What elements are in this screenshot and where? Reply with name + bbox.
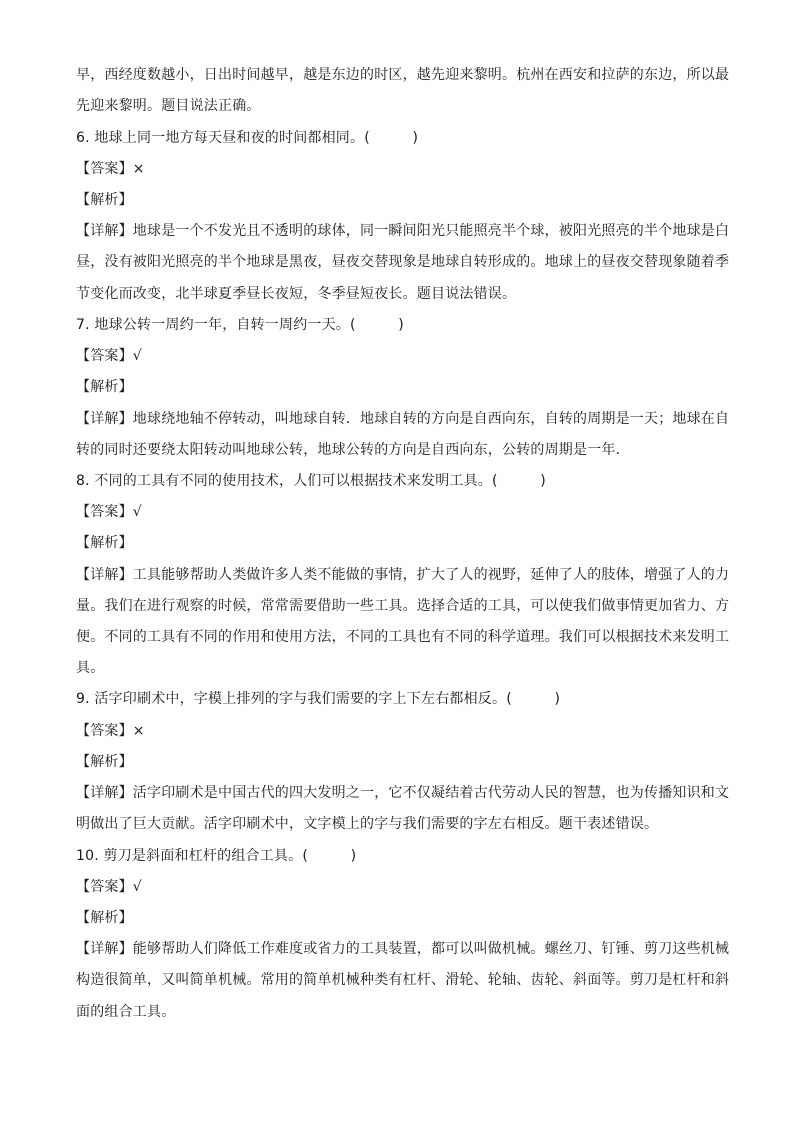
explanation-line: 【详解】能够帮助人们降低工作难度或省力的工具装置，都可以叫做机械。螺丝刀、钉锤、剪刀这些机械 <box>76 941 730 957</box>
text-line: 先迎来黎明。题目说法正确。 <box>76 98 261 114</box>
answer-line: 【答案】√ <box>76 504 142 520</box>
explanation-line: 量。我们在进行观察的时候，常常需要借助一些工具。选择合适的工具，可以使我们做事情更加省力、方 <box>76 598 730 614</box>
analysis-heading: 【解析】 <box>76 192 133 208</box>
explanation-line: 明做出了巨大贡献。活字印刷术中，文字模上的字与我们需要的字左右相反。题干表述错误。 <box>76 816 659 832</box>
explanation-line: 【详解】工具能够帮助人类做许多人类不能做的事情，扩大了人的视野，延伸了人的肢体，增强了人的力 <box>76 567 730 583</box>
explanation-line: 构造很简单，又叫简单机械。常用的简单机械种类有杠杆、滑轮、轮轴、齿轮、斜面等。剪刀是杠杆和斜 <box>76 972 730 988</box>
question-9: 9. 活字印刷术中，字模上排列的字与我们需要的字上下左右都相反。( ) <box>76 691 561 707</box>
text-line: 早，西经度数越小，日出时间越早，越是东边的时区，越先迎来黎明。杭州在西安和拉萨的东边，所以最 <box>76 67 730 83</box>
analysis-heading: 【解析】 <box>76 379 133 395</box>
answer-line: 【答案】× <box>76 161 145 177</box>
question-10: 10. 剪刀是斜面和杠杆的组合工具。( ) <box>76 848 357 864</box>
answer-line: 【答案】√ <box>76 879 142 895</box>
explanation-line: 【详解】活字印刷术是中国古代的四大发明之一，它不仅凝结着古代劳动人民的智慧，也为传播知识和文 <box>76 785 730 801</box>
analysis-heading: 【解析】 <box>76 754 133 770</box>
explanation-line: 便。不同的工具有不同的作用和使用方法，不同的工具也有不同的科学道理。我们可以根据技术来发明工 <box>76 629 730 645</box>
explanation-line: 【详解】地球是一个不发光且不透明的球体，同一瞬间阳光只能照亮半个球，被阳光照亮的半个地球是白 <box>76 223 730 239</box>
explanation-line: 具。 <box>76 660 105 676</box>
explanation-line: 转的同时还要绕太阳转动叫地球公转，地球公转的方向是自西向东，公转的周期是一年． <box>76 442 630 458</box>
explanation-line: 面的组合工具。 <box>76 1004 176 1020</box>
explanation-line: 【详解】地球绕地轴不停转动，叫地球自转．地球自转的方向是自西向东，自转的周期是一天；地球在自 <box>76 411 730 427</box>
explanation-line: 节变化而改变，北半球夏季昼长夜短，冬季昼短夜长。题目说法错误。 <box>76 286 517 302</box>
analysis-heading: 【解析】 <box>76 535 133 551</box>
explanation-line: 昼，没有被阳光照亮的半个地球是黑夜，昼夜交替现象是地球自转形成的。地球上的昼夜交替现象随着季 <box>76 254 730 270</box>
question-8: 8. 不同的工具有不同的使用技术，人们可以根据技术来发明工具。( ) <box>76 473 546 489</box>
question-7: 7. 地球公转一周约一年，自转一周约一天。( ) <box>76 317 404 333</box>
question-6: 6. 地球上同一地方每天昼和夜的时间都相同。( ) <box>76 130 419 146</box>
answer-line: 【答案】√ <box>76 348 142 364</box>
analysis-heading: 【解析】 <box>76 910 133 926</box>
answer-line: 【答案】× <box>76 723 145 739</box>
